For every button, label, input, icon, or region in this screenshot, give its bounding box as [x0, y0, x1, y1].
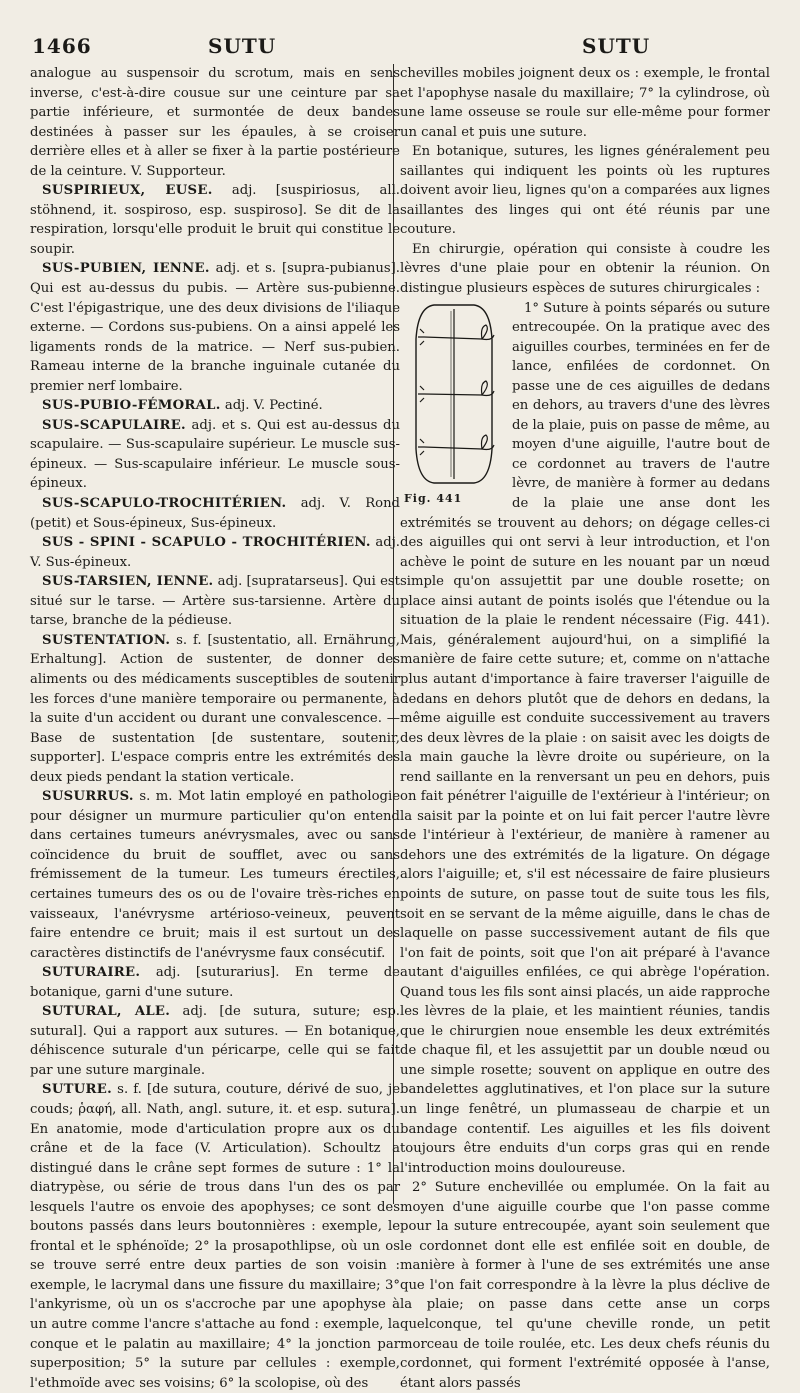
right-column	[400, 64, 770, 1393]
definition: s. f. [de sutura, couture, dérivé de suo, je couds; ῥαφή, all. Nath, angl. suture, it. et esp. sutura]. En anatomie, mode d'articulation propre aux os du crâne et de la face (V. Articulation). Schoultz a distingué dans le crâne sept formes de suture : 1° la diatrypèse, ou série de trous dans l'un des os par lesquels l'autre os envoie des apophyses; ce sont des boutons passés dans leurs boutonnières : exemple, le frontal et le sphénoïde; 2° la prosapothlipse, où un os se trouve serré entre deux parties de son voisin : exemple, le lacrymal dans une fissure du maxillaire; 3° l'ankyrisme, où un os s'accroche par une apophyse à un autre comme l'ancre s'attache au fond : exemple, la conque et le palatin au maxillaire; 4° la jonction par superposition; 5° la suture par cellules : exemple, l'ethmoïde avec ses voisins; 6° la scolopise, où des	[30, 1082, 400, 1391]
paragraph-botanique: En botanique, sutures, les lignes généralement peu saillantes qui indiquent les points où les ruptures doivent avoir lieu, lignes qu'on a comparées aux lignes saillantes des linges qui ont été réunis par une couture.	[400, 144, 770, 238]
definition: s. f. [sustentatio, all. Ernährung, Erhaltung]. Action de sustenter, de donner des aliments ou des médicaments susceptibles de soutenir les forces d'une manière temporaire ou permanente, à la suite d'un accident ou durant une convalescence. — Base de sustentation [de sustentare, soutenir, supporter]. L'espace compris entre les extrémités des deux pieds pendant la station verticale.	[30, 632, 400, 785]
paragraph-text: 1° Suture à points séparés ou suture entrecoupée. On la pratique avec des aiguilles courbes, terminées en fer de lance, enfilées de cordonnet. On passe une de ces aiguilles de dedans en dehors, au travers d'une des lèvres de la plaie, puis on passe de même, au moyen d'une aiguille, l'autre bout de ce cordonnet au travers de l'autre lèvre, de manière à former au dedans de la plaie une anse dont les extrémités se trouvent au dehors; on dégage celles-ci des aiguilles qui ont servi à leur introduction, et l'on achève le point de suture en les nouant par un nœud simple qu'on assujettit par une double rosette; on place ainsi autant de points isolés que l'étendue ou la situation de la plaie le rendent nécessaire (Fig. 441). Mais, généralement aujourd'hui, on a simplifié la manière de faire cette suture; et, comme on n'attache plus autant d'importance à faire traverser l'aiguille de dedans en dehors plutôt que de dehors en dedans, la même aiguille est conduite successivement au travers des deux lèvres de la plaie : on saisit avec les doigts de la main gauche la lèvre droite ou supérieure, on la rend saillante en la renversant un peu en dehors, puis on fait pénétrer l'aiguille de l'extérieur à l'intérieur; on la saisit par la pointe et on lui fait percer l'autre lèvre de l'intérieur à l'extérieur, de manière à ramener au dehors une des extrémités de la ligature. On dégage alors l'aiguille; et, s'il est nécessaire de faire plusieurs points de suture, on passe tout de suite tous les fils, soit en se servant de la même aiguille, dans le chas de laquelle on passe successivement autant de fils que l'on fait de points, soit que l'on ait préparé à l'avance autant d'aiguilles enfilées, ce qui abrège l'opération. Quand tous les fils sont ainsi placés, un aide rapproche les lèvres de la plaie, et les maintient réunies, tandis que le chirurgien noue ensemble les deux extrémités de chaque fil, et les assujettit par un double nœud ou une simple rosette; souvent on applique en outre des bandelettes agglutinatives, et l'on place sur la suture un linge fenêtré, un plumasseau de charpie et un bandage contentif. Les aiguilles et les fils doivent toujours être enduits d'un corps gras qui en rende l'introduction moins douloureuse.	[400, 300, 771, 1176]
headword: SUS-SCAPULO-TROCHITÉRIEN.	[42, 496, 287, 512]
entry-sus-pubien	[30, 259, 400, 396]
definition: adj. V. Rond (petit) et Sous-épineux, Sus-épineux.	[30, 496, 400, 531]
definition: s. m. Mot latin employé en pathologie pour désigner un murmure particulier qu'on entend dans certaines tumeurs anévrysmales, avec ou sans coïncidence du bruit de soufflet, avec ou sans frémissement de la tumeur. Les tumeurs érectiles, certaines tumeurs des os ou de l'ovaire très-riches en vaisseaux, l'anévrysme artérioso-veineux, peuvent faire entendre ce bruit; mais il est surtout un des caractères distinctifs de l'anévrysme faux consécutif.	[30, 789, 400, 961]
headword: SUSTENTATION.	[42, 632, 171, 648]
definition: adj. [supratarseus]. Qui est situé sur le tarse. — Artère sus-tarsienne. Artère du tarse, branche de la pédieuse.	[30, 574, 400, 629]
definition: adj. [suturarius]. En terme de botanique, garni d'une suture.	[30, 965, 400, 1000]
entry-sus-scapulaire	[30, 416, 400, 494]
definition: adj. V. Pectiné.	[220, 398, 323, 414]
headword: SUS - SPINI - SCAPULO - TROCHITÉRIEN.	[42, 535, 371, 551]
headword: SUTURAL, ALE.	[42, 1004, 171, 1020]
paragraph-suture-enchevillee: 2° Suture enchevillée ou emplumée. On la fait au moyen d'une aiguille courbe que l'on passe comme pour la suture entrecoupée, ayant soin seulement que le cordonnet dont elle est enfilée soit en double, de manière à former à l'une de ses extrémités une anse que l'on fait correspondre à la lèvre la plus déclive de la plaie; on passe dans cette anse un corps quelconque, tel qu'une cheville ronde, un petit morceau de toile roulée, etc. Les deux chefs réunis du cordonnet, qui forment l'extrémité opposée à l'anse, étant alors passés	[400, 1180, 770, 1391]
suture-illustration	[404, 299, 504, 489]
entry-susurrus	[30, 787, 400, 963]
running-head-right: SUTU	[582, 34, 651, 58]
headword: SUS-PUBIO-FÉMORAL.	[42, 398, 221, 414]
headword: SUSURRUS.	[42, 789, 134, 805]
entry-sutural	[30, 1002, 400, 1080]
headword: SUS-SCAPULAIRE.	[42, 417, 186, 433]
entry-suturaire	[30, 963, 400, 1002]
figure-caption: Fig. 441	[404, 491, 463, 505]
headword: SUSPIRIEUX, EUSE.	[42, 183, 213, 199]
running-head-left: SUTU	[208, 34, 277, 58]
headword: SUS-PUBIEN, IENNE.	[42, 261, 210, 277]
entry-sus-tarsien	[30, 572, 400, 631]
definition: adj. V. Sus-épineux.	[30, 535, 401, 570]
continued-paragraph: chevilles mobiles joignent deux os : exemple, le frontal et l'apophyse nasale du maxillaire; 7° la cylindrose, où une lame osseuse se roule sur elle-même pour former un canal et puis une suture.	[400, 66, 770, 140]
headword: SUTURAIRE.	[42, 965, 141, 981]
definition: adj. [de sutura, suture; esp. sutural]. Qui a rapport aux sutures. — En botanique, déhiscence suturale d'un péricarpe, celle qui se fait par une suture marginale.	[30, 1004, 400, 1078]
entry-suspirieux	[30, 181, 400, 259]
page-number: 1466	[32, 34, 92, 58]
continued-paragraph: analogue au suspensoir du scrotum, mais en sens inverse, c'est-à-dire cousue sur une ceinture par sa partie inférieure, et surmontée de deux bandes destinées à passer sur les épaules, à se croiser derrière elles et à aller se fixer à la partie postérieure de la ceinture. V. Supporteur.	[30, 66, 400, 179]
definition: adj. et s. Qui est au-dessus du scapulaire. — Sus-scapulaire supérieur. Le muscle sus-épineux. — Sus-scapulaire inférieur. Le muscle sous-épineux.	[30, 417, 400, 492]
entry-sus-scapulo-trochiterien	[30, 494, 400, 533]
figure-441	[404, 299, 504, 509]
definition: adj. et s. [supra-pubianus]. Qui est au-dessus du pubis. — Artère sus-pubienne. C'est l'épigastrique, une des deux divisions de l'iliaque externe. — Cordons sus-pubiens. On a ainsi appelé les ligaments ronds de la matrice. — Nerf sus-pubien. Rameau interne de la branche inguinale cutanée du premier nerf lombaire.	[30, 261, 400, 394]
entry-suture	[30, 1080, 400, 1393]
entry-sus-spini-scapulo-trochiterien	[30, 533, 400, 572]
paragraph-chirurgie: En chirurgie, opération qui consiste à coudre les lèvres d'une plaie pour en obtenir la réunion. On distingue plusieurs espèces de sutures chirurgicales :	[400, 241, 770, 297]
entry-sustentation	[30, 631, 400, 787]
definition: adj. [suspiriosus, all. stöhnend, it. sospiroso, esp. suspiroso]. Se dit de la respiration, lorsqu'elle produit le bruit qui constitue le soupir.	[30, 183, 401, 257]
page-header	[30, 30, 770, 60]
entry-sus-pubio-femoral	[30, 396, 400, 416]
headword: SUTURE.	[42, 1082, 113, 1098]
paragraph-suture-entrecoupee	[400, 299, 770, 1179]
left-column	[30, 64, 400, 1393]
headword: SUS-TARSIEN, IENNE.	[42, 574, 214, 590]
